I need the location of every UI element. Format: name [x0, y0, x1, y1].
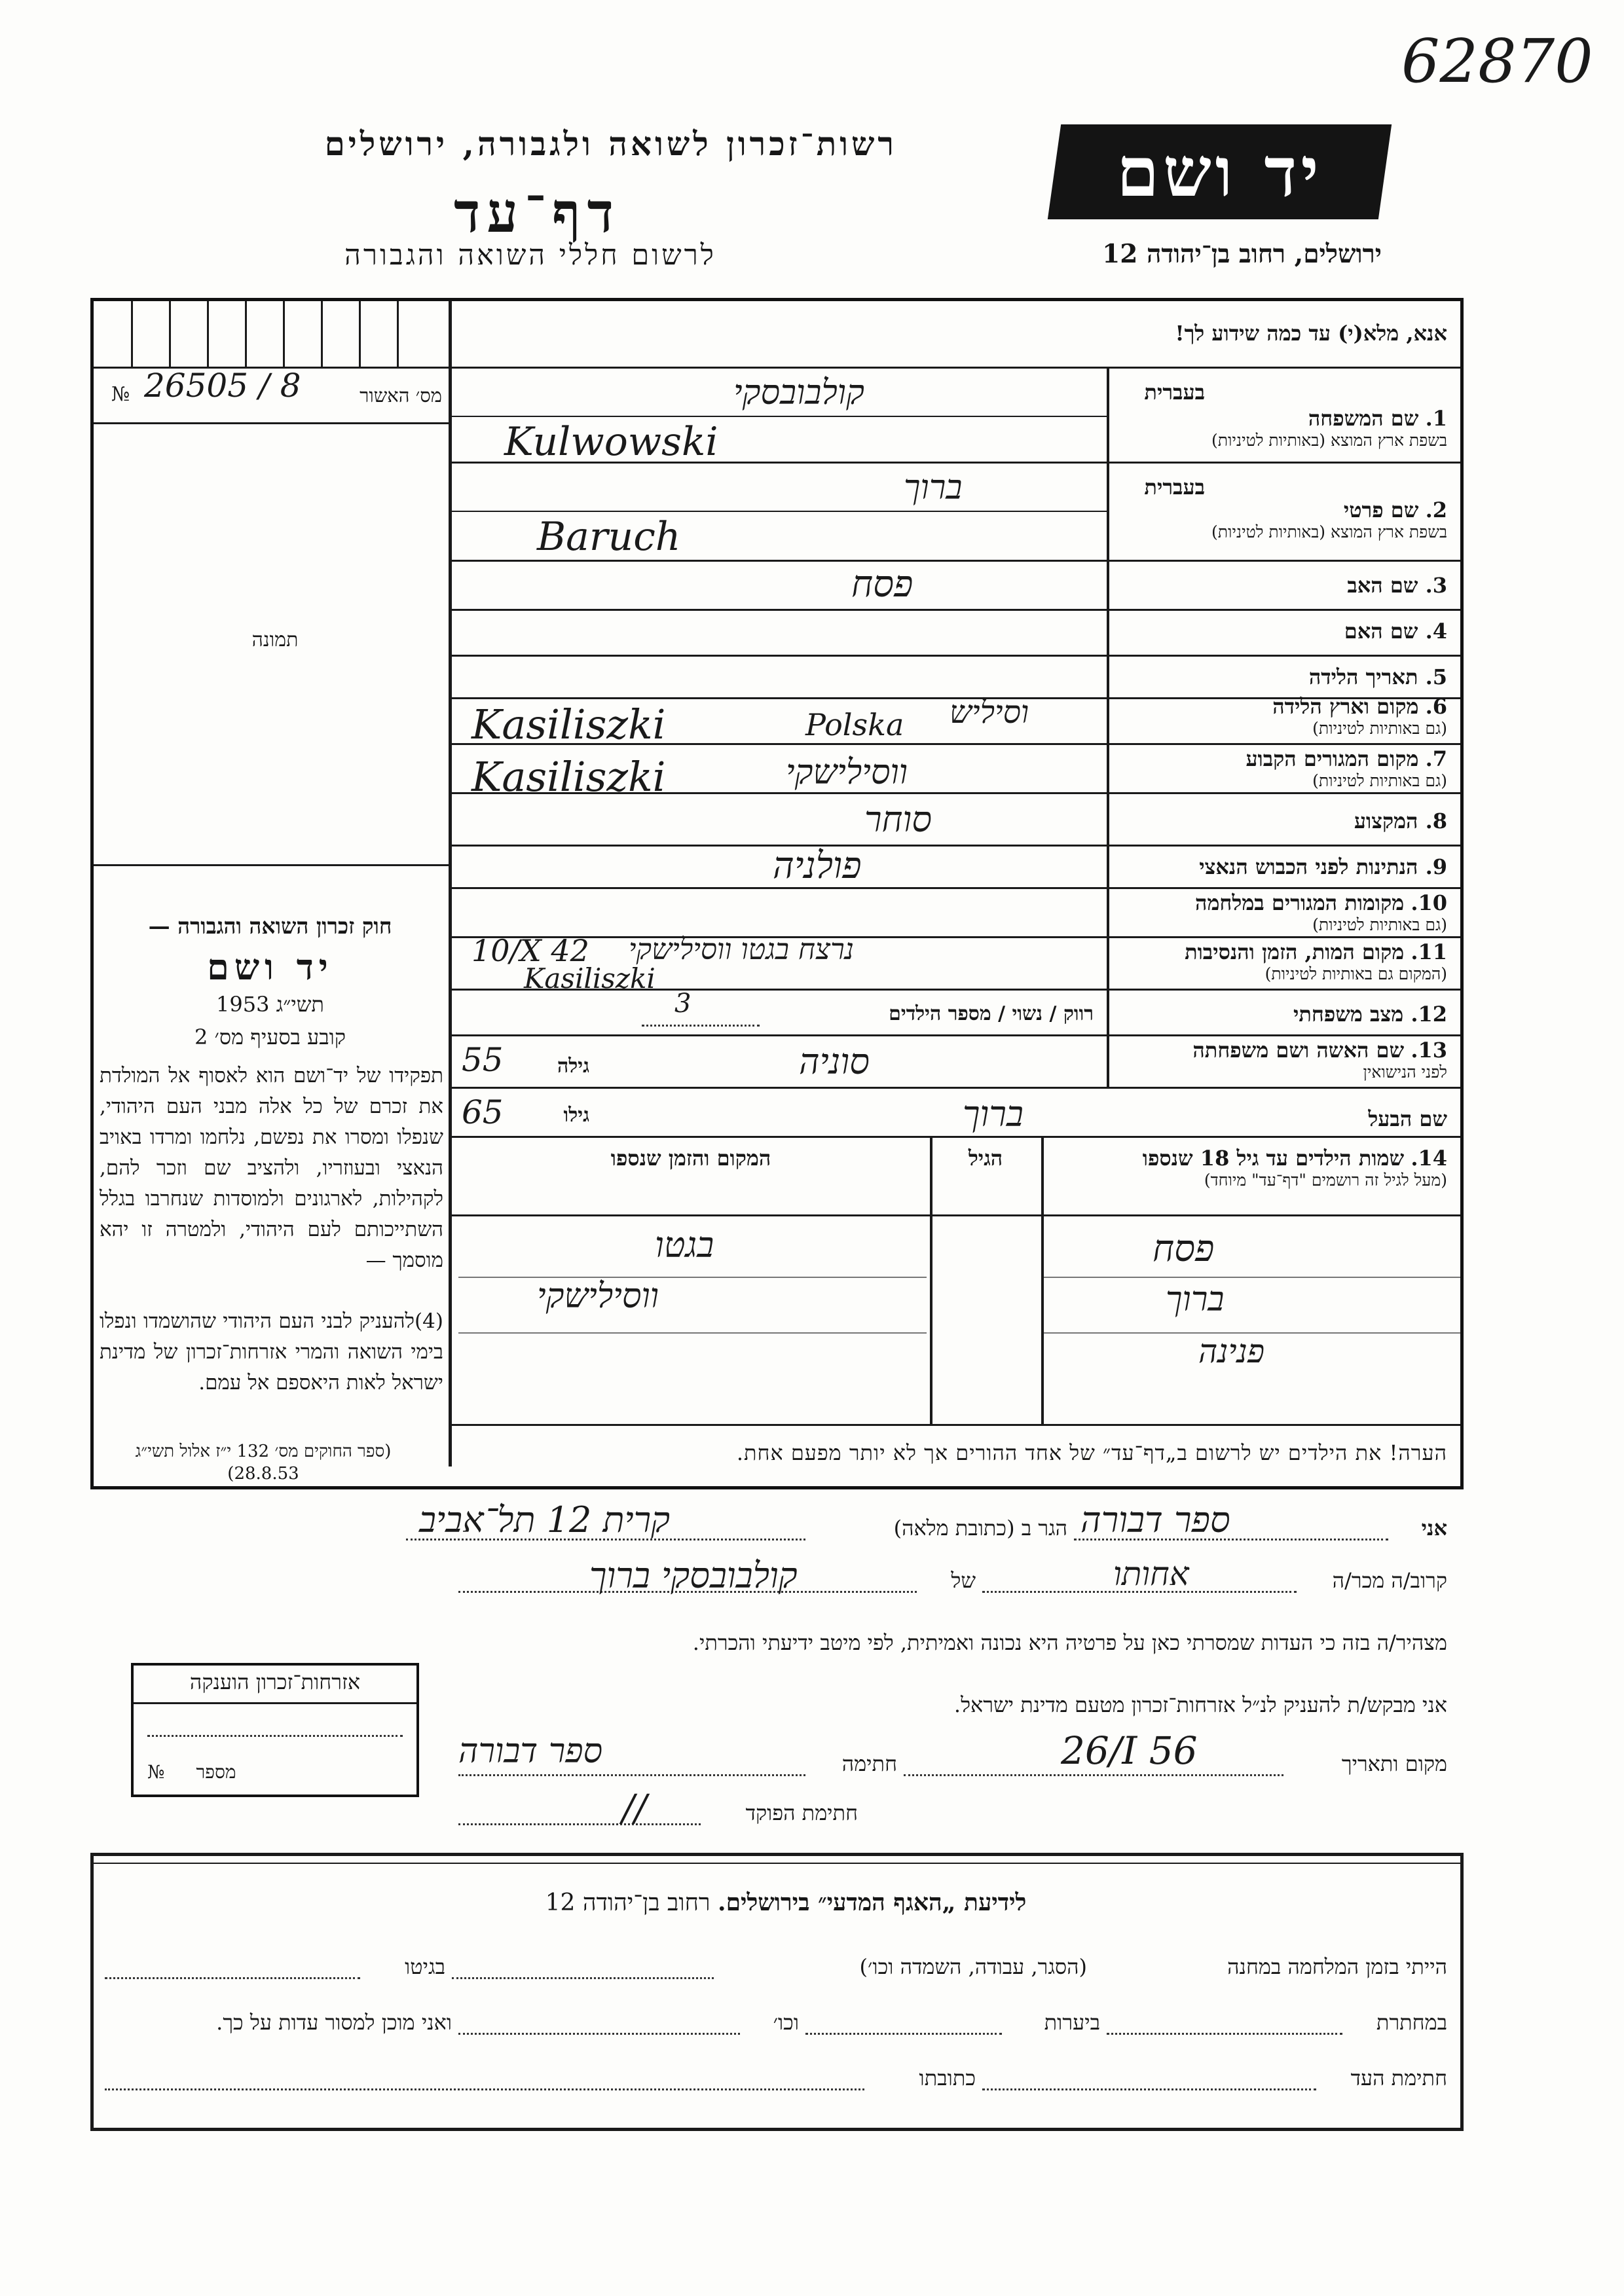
field-11-label — [1113, 939, 1447, 984]
field-11-name: מקום המות, הזמן והנסיבות — [1185, 939, 1405, 964]
lives-at-label: הגר ב (כתובת מלאה) — [893, 1516, 1067, 1540]
declaration-text: מצהיר/ה בזה כי העדות שמסרתי כאן על פרטיה היא נכונה ואמיתית, לפי מיטב ידיעתי והכרתי. — [692, 1630, 1447, 1655]
of-label: של — [951, 1568, 976, 1593]
field-7-sub: (גם באותיות לטיניות) — [1312, 771, 1447, 790]
relative-label: קרוב/ה מכר/ה — [1332, 1568, 1447, 1593]
form-title: דף־עד — [453, 180, 620, 245]
children-num: 14. — [1411, 1146, 1447, 1171]
field-3-num: 3. — [1425, 573, 1447, 598]
footer-line1-a: הייתי בזמן המלחמה במחנה — [1227, 1954, 1447, 1979]
footer-line1-b: (הסגר, עבודה, השמדה וכו׳) — [859, 1954, 1087, 1979]
field-4-label — [1113, 619, 1447, 644]
child-1-place: בגטו — [655, 1224, 714, 1266]
field-9-name: הנתינות לפני הכבוש הנאצי — [1199, 854, 1418, 879]
children-sub: (מעל לגיל זה רושמים "דף־עד" מיוחד) — [1204, 1171, 1447, 1190]
field-1-sub: בשפת ארץ המוצא (באותיות לטיניות) — [1211, 431, 1447, 450]
authority-name: רשות־זכרון לשואה ולגבורה, ירושלים — [324, 124, 897, 163]
field-7-label — [1113, 746, 1447, 791]
field-9-label — [1113, 854, 1447, 879]
declarant-name: ספר דבורה — [1080, 1499, 1230, 1540]
field-11-value-hebrew: נרצח בגטו ווסילישקי — [629, 933, 854, 966]
field-12-options: רווק / נשוי / מספר הילדים — [889, 1002, 1094, 1025]
field-5-name: תאריך הלידה — [1308, 665, 1418, 689]
of-name: קולבובסקי ברוך — [589, 1555, 798, 1596]
field-4-name: שם האם — [1344, 619, 1418, 644]
field-8-name: המקצוע — [1354, 809, 1418, 833]
law-name: יד ושם — [207, 946, 333, 988]
citizenship-number-label: מספר — [196, 1761, 236, 1783]
place-date: 26/I 56 — [1061, 1728, 1198, 1773]
signature-label: חתימה — [841, 1751, 897, 1776]
husband-age: 65 — [462, 1093, 504, 1131]
official-signature: // — [622, 1787, 647, 1830]
husband-name: ברוך — [963, 1093, 1024, 1135]
field-8-label — [1113, 809, 1447, 833]
child-2-name: ברוך — [1166, 1280, 1225, 1319]
husband-age-label: גילו — [563, 1104, 589, 1127]
child-2-place: ווסילישקי — [537, 1277, 659, 1316]
footer-line3-a: חתימת העד — [1350, 2066, 1447, 2090]
place-date-label: מקום ותאריך — [1341, 1751, 1447, 1776]
field-2-sub: בשפת ארץ המוצא (באותיות לטיניות) — [1211, 522, 1447, 541]
footer-header — [393, 1889, 1179, 1916]
law-title: חוק זכרון השואה והגבורה — — [148, 913, 392, 939]
field-10-label — [1113, 890, 1447, 935]
footer-line2-a: במחתרת — [1376, 2010, 1447, 2035]
declarant-address: קרית 12 תל־אביב — [419, 1499, 671, 1540]
citizenship-title: אזרחות־זכרון הוענקה — [189, 1669, 361, 1694]
field-2-num: 2. — [1425, 498, 1447, 522]
field-8-num: 8. — [1425, 809, 1447, 833]
field-5-num: 5. — [1425, 665, 1447, 689]
field-12-num: 12. — [1411, 1002, 1447, 1027]
field-13-name: שם האשה ושם משפחתה — [1192, 1038, 1405, 1063]
request-text: אני מבקש/ת להעניק לנ״ל אזרחות־זכרון מטעם מדינת ישראל. — [953, 1692, 1447, 1717]
field-2-value-latin: Baruch — [537, 514, 681, 560]
field-2-name: שם פרטי — [1343, 498, 1419, 522]
logo-text: יד ושם — [1116, 132, 1323, 212]
approval-number: 26505 / 8 — [144, 367, 301, 405]
archive-number: 62870 — [1401, 26, 1593, 96]
field-8-value: סוחר — [864, 799, 932, 840]
address: ירושלים, רחוב בן־יהודה 12 — [1102, 239, 1382, 269]
child-3-name: פנינה — [1198, 1332, 1265, 1370]
field-13-wife-age: 55 — [462, 1041, 504, 1079]
field-11-value-latin: Kasiliszki — [524, 962, 655, 994]
field-13-label — [1113, 1038, 1447, 1082]
field-6-name: מקום וארץ הלידה — [1272, 694, 1419, 719]
approval-label: מס׳ האשור — [360, 384, 442, 407]
field-1-hebrew-tag: בעברית — [1144, 380, 1205, 405]
field-1-value-hebrew: קולבובסקי — [733, 373, 864, 412]
form-subtitle: לרשום חללי השואה והגבורה — [344, 239, 716, 272]
approval-number-symbol: № — [111, 383, 130, 406]
field-3-label — [1113, 573, 1447, 598]
field-2-value-hebrew: ברוך — [904, 468, 963, 507]
field-5-label — [1113, 665, 1447, 689]
children-age-header: הגיל — [968, 1146, 1003, 1171]
field-7-value-latin: Kasiliszki — [471, 753, 666, 801]
field-6-label — [1113, 694, 1447, 738]
yad-vashem-logo — [1048, 124, 1392, 219]
footer-line2-d: ואני מוכן למסור עדות על כך. — [216, 2010, 452, 2035]
field-7-value-hebrew: ווסילישקי — [786, 753, 908, 792]
law-clause: קובע בסעיף מס׳ 2 — [194, 1025, 346, 1049]
law-reference: (ספר החוקים מס׳ 132 י״ז אלול תשי״ג 28.8.53) — [135, 1442, 392, 1484]
field-10-sub: (גם באותיות לטיניות) — [1312, 915, 1447, 934]
law-body-2: (4)להעניק לבני העם היהודי שהושמדו ונפלו בימי השואה והמרי אזרחות־זכרון של מדינת ישראל לאות היאספם אל עמם. — [100, 1309, 443, 1394]
children-title: שמות הילדים עד גיל 18 שנספו — [1142, 1146, 1405, 1171]
field-2-hebrew-tag: בעברית — [1144, 475, 1205, 500]
field-7-name: מקום המגורים הקבוע — [1246, 746, 1419, 771]
field-13-wife-name: סוניה — [799, 1041, 870, 1082]
field-6-value-hebrew: וסיליש — [950, 694, 1029, 731]
children-place-header: המקום והזמן שנספו — [610, 1146, 771, 1171]
relation: אחותו — [1113, 1555, 1189, 1593]
field-11-sub: (המקום גם באותיות לטיניות) — [1264, 964, 1447, 983]
children-note: הערה! את הילדים יש לרשום ב„דף־עד״ של אחד ההורים אך לא יותר מפעם אחת. — [736, 1440, 1447, 1465]
field-6-value-latin: Kasiliszki — [471, 701, 666, 748]
footer-line1-c: בגיטו — [405, 1954, 445, 1979]
field-2-label — [1113, 498, 1447, 542]
field-9-num: 9. — [1425, 854, 1447, 879]
field-13-sub: לפני הנישואין — [1363, 1063, 1447, 1082]
photo-label: תמונה — [251, 629, 299, 651]
field-10-name: מקומות המגורים במלחמה — [1195, 890, 1405, 915]
field-1-num: 1. — [1425, 406, 1447, 431]
field-1-name: שם המשפחה — [1308, 406, 1419, 431]
citizenship-number-symbol: № — [147, 1761, 165, 1783]
field-1-label — [1113, 406, 1447, 450]
please-fill: אנא, מלא(י) עד כמה שידוע לך! — [1175, 321, 1447, 346]
field-10-num: 10. — [1411, 890, 1447, 915]
field-11-value-date: 10/X 42 — [471, 933, 589, 968]
field-6-value-country: Polska — [805, 707, 904, 742]
footer-title: לידיעת „האגף המדעי״ בירושלים. — [718, 1889, 1027, 1916]
field-6-num: 6. — [1425, 694, 1447, 719]
field-9-value: פולניה — [773, 845, 862, 887]
field-4-num: 4. — [1425, 619, 1447, 644]
law-year: תשי״ג 1953 — [216, 992, 324, 1017]
field-7-num: 7. — [1425, 746, 1447, 771]
field-6-sub: (גם באותיות לטיניות) — [1312, 719, 1447, 738]
signature: ספר דבורה — [458, 1732, 603, 1771]
field-13-num: 13. — [1411, 1038, 1447, 1063]
field-12-children-count: 3 — [674, 989, 692, 1019]
declaration-i: אני — [1421, 1516, 1447, 1540]
child-1-name: פסח — [1153, 1228, 1215, 1270]
footer-line2-c: וכו׳ — [773, 2010, 799, 2035]
children-header — [1048, 1146, 1447, 1190]
field-3-name: שם האב — [1347, 573, 1418, 598]
law-body: תפקידו של יד־ושם הוא לאסוף אל המולדת את זכרם של כל אלה מבני העם היהודי, שנפלו ומסרו את נפשם, נלחמו ומרדו באויב הנאצי ובעוזריו, ולהציב שם וזכר להם, לקהילות, לארגונים ולמוסדות שנחרבו בגלל השתייכותם לעם היהודי, ולמטרה זו יהא מוסמך — — [100, 1064, 443, 1272]
field-3-value: פסח — [851, 563, 913, 606]
footer-line3-b: כתובתו — [919, 2066, 976, 2090]
field-1-value-latin: Kulwowski — [504, 419, 718, 465]
field-13-age-label: גילה — [557, 1055, 589, 1078]
field-12-label — [1113, 1002, 1447, 1027]
field-11-num: 11. — [1411, 939, 1447, 964]
footer-line2-b: ביערות — [1044, 2010, 1100, 2035]
official-sig-label: חתימת הפוקד — [745, 1800, 858, 1825]
husband-label: שם הבעל — [1368, 1106, 1447, 1131]
footer-address: רחוב בן־יהודה 12 — [545, 1889, 710, 1916]
field-12-name: מצב משפחתי — [1293, 1002, 1404, 1027]
